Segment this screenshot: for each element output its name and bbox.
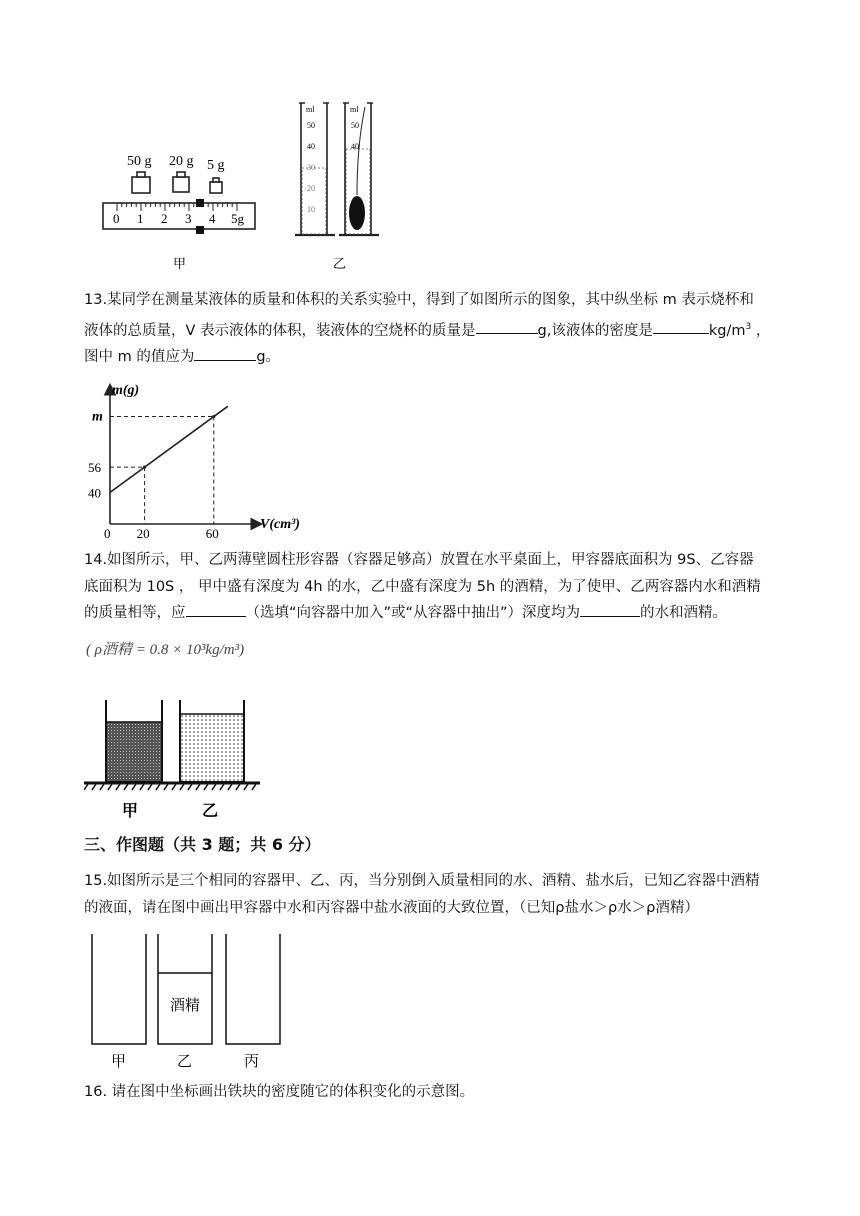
svg-text:4: 4 (209, 211, 216, 226)
weight-label-5: 5 g (207, 158, 225, 173)
blank-m-value[interactable] (194, 344, 256, 361)
svg-text:1: 1 (137, 211, 144, 226)
svg-text:ml: ml (306, 105, 315, 114)
rider-top (196, 199, 204, 207)
data-line (110, 406, 228, 492)
question-16: 16. 请在图中坐标画出铁块的密度随它的体积变化的示意图。 (84, 1084, 475, 1100)
x-axis-label: V(cm³) (260, 517, 300, 532)
blank-cup-mass[interactable] (476, 317, 538, 334)
measuring-cylinder-1 (295, 103, 335, 235)
x-tick-0: 0 (104, 526, 111, 541)
y-axis-label: m(g) (112, 383, 140, 398)
density-formula: ( ρ酒精 = 0.8 × 10³kg/m³) (86, 642, 245, 658)
weight-label-20: 20 g (169, 154, 194, 169)
water-in-jia (107, 722, 161, 781)
svg-text:3: 3 (185, 211, 192, 226)
rider-bottom (196, 226, 204, 234)
svg-text:10: 10 (307, 205, 315, 214)
m-v-chart (84, 378, 324, 543)
svg-text:50: 50 (351, 121, 359, 130)
section-title: 三、作图题（共 3 题；共 6 分） (84, 835, 321, 854)
svg-text:30: 30 (307, 163, 315, 172)
containers-figure-q14 (84, 694, 264, 822)
label-jia-2: 甲 (122, 801, 139, 820)
data-point-2 (212, 415, 215, 418)
blank-density[interactable] (653, 317, 709, 334)
label-jia-3: 甲 (111, 1052, 127, 1070)
x-tick-1: 20 (136, 526, 150, 541)
label-yi-3: 乙 (177, 1052, 193, 1070)
svg-text:5g: 5g (231, 211, 244, 226)
x-tick-2: 60 (205, 526, 219, 541)
svg-text:20: 20 (307, 184, 315, 193)
weight-label-50: 50 g (127, 154, 152, 169)
container-bing-q15 (226, 934, 280, 1044)
balance-cylinder-figure (95, 95, 395, 275)
blank-add-or-remove[interactable] (186, 600, 246, 617)
containers-figure-q15 (84, 930, 304, 1072)
svg-text:2: 2 (161, 211, 168, 226)
question-14: 14.如图所示，甲、乙两薄壁圆柱形容器（容器足够高）放置在水平桌面上，甲容器底面积为 9S、乙容器 底面积为 10S ， 甲中盛有深度为 4h 的水，乙中盛有深度为 5h 的酒精，为了使甲、乙两容器内水和酒精 的质量相等，应 （选填“向容器中加入”或“从容器中抽出”）深度均为 的水和酒精。 (84, 552, 761, 621)
data-point-1 (143, 466, 146, 469)
svg-text:ml: ml (350, 105, 359, 114)
y-tick-2: m (92, 409, 103, 425)
svg-text:40: 40 (307, 142, 315, 151)
question-13: 13.某同学在测量某液体的质量和体积的关系实验中，得到了如图所示的图象，其中纵坐标 m 表示烧杯和 液体的总质量，V 表示液体的体积，装液体的空烧杯的质量是 g,该液体的密度是 $kg/m^3$ ， 图中 m 的值应为 g。 (84, 292, 771, 365)
y-tick-0: 40 (88, 485, 101, 501)
stone (349, 196, 365, 230)
y-tick-1: 56 (88, 460, 101, 476)
measuring-cylinder-2 (339, 103, 379, 235)
svg-text:0: 0 (113, 211, 120, 226)
alcohol-in-yi (181, 714, 243, 781)
label-yi-1: 乙 (333, 257, 347, 272)
svg-text:50: 50 (307, 121, 315, 130)
container-yi-q15 (158, 934, 212, 1044)
question-15: 15.如图所示是三个相同的容器甲、乙、丙，当分别倒入质量相同的水、酒精、盐水后，已知乙容器中酒精 的液面，请在图中画出甲容器中水和丙容器中盐水液面的大致位置，（已知ρ盐水＞ρ水＞ρ酒精） (84, 873, 760, 916)
label-jia-1: 甲 (173, 257, 187, 272)
container-jia-q15 (92, 934, 146, 1044)
label-bing-3: 丙 (244, 1052, 260, 1070)
blank-depth[interactable] (580, 600, 640, 617)
liquid-label: 酒精 (170, 996, 201, 1014)
label-yi-2: 乙 (202, 801, 219, 820)
svg-text:40: 40 (351, 142, 359, 151)
